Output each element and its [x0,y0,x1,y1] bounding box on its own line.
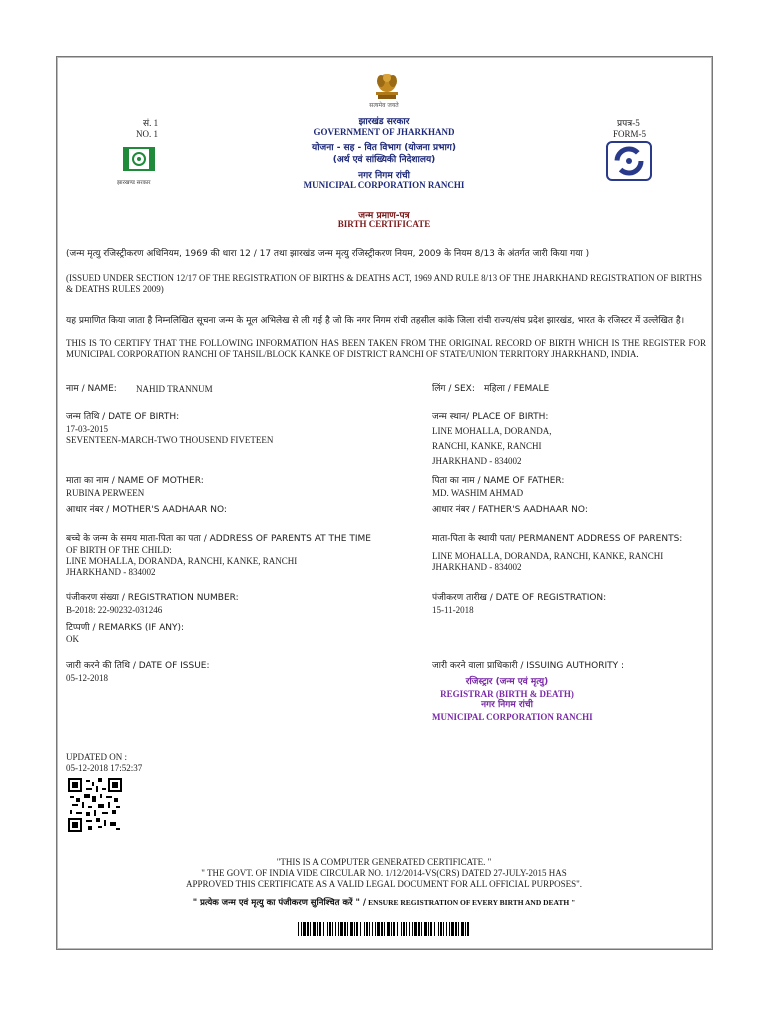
name-value: NAHID TRANNUM [136,384,213,394]
dob-in-words: SEVENTEEN-MARCH-TWO THOUSEND FIVETEEN [66,435,274,445]
pob-line-3: JHARKHAND - 834002 [432,456,522,466]
remarks-value: OK [66,634,79,644]
registration-number-label: पंजीकरण संख्या / REGISTRATION NUMBER: [66,593,239,603]
certificate-title-en: BIRTH CERTIFICATE [337,219,431,229]
department-hi-1: योजना - सह - वित विभाग (योजना प्रभाग) [312,143,456,153]
dob-label: जन्म तिथि / DATE OF BIRTH: [66,412,180,422]
remarks-label: टिप्पणी / REMARKS (IF ANY): [66,623,185,633]
serial-number-hi: सं. 1 [143,118,159,128]
slogan-hi: " प्रत्येक जन्म एवं मृत्यु का पंजीकरण सुनिश्चित करें " / [192,898,366,908]
birth-address-line-2: JHARKHAND - 834002 [66,567,156,577]
certificate-border [56,56,713,950]
pob-line-2: RANCHI, KANKE, RANCHI [432,441,542,451]
birth-address-line-1: LINE MOHALLA, DORANDA, RANCHI, KANKE, RANCHI [66,556,298,566]
sex-value: महिला / FEMALE [484,384,550,394]
pob-label: जन्म स्थान/ PLACE OF BIRTH: [432,412,549,422]
issued-under-hi: (जन्म मृत्यु रजिस्ट्रीकरण अधिनियम, 1969 की धारा 12 / 17 तथा झारखंड जन्म मृत्यु रजिस्ट्रीकरण नियम, 2009 के नियम 8/13 के अंतर्गत जारी किया गया ) [66,249,590,259]
department-hi-2: (अर्थ एवं सांख्यिकी निदेशालय) [332,155,436,165]
issue-date-value: 05-12-2018 [66,673,108,683]
emblem-caption: सत्यमेव जयते [369,102,399,109]
birth-address-label-1: बच्चे के जन्म के समय माता-पिता का पता / ADDRESS OF PARENTS AT THE TIME [66,534,371,544]
name-label: नाम / NAME: [66,384,117,394]
registrar-corp-en: MUNICIPAL CORPORATION RANCHI [432,712,593,722]
circular-note-1: " THE GOVT. OF INDIA VIDE CIRCULAR NO. 1/12/2014-VS(CRS) DATED 27-JULY-2015 HAS [201,868,567,878]
corporation-en: MUNICIPAL CORPORATION RANCHI [303,180,465,190]
father-name-value: MD. WASHIM AHMAD [432,488,524,498]
father-name-label: पिता का नाम / NAME OF FATHER: [432,476,565,486]
form-number-en: FORM-5 [613,129,647,139]
qr-code-icon[interactable] [68,778,122,832]
updated-on-value: 05-12-2018 17:52:37 [66,763,143,773]
permanent-address-label: माता-पिता के स्थायी पता/ PERMANENT ADDRESS OF PARENTS: [432,534,683,544]
barcode-icon [298,922,470,936]
slogan [0,897,768,909]
registration-date-value: 15-11-2018 [432,605,474,615]
issue-date-label: जारी करने की तिथि / DATE OF ISSUE: [66,661,210,671]
registrar-title-en: REGISTRAR (BIRTH & DEATH) [440,689,574,699]
state-name-hi: झारखंड सरकार [358,117,410,127]
registration-date-label: पंजीकरण तारीख / DATE OF REGISTRATION: [432,593,607,603]
circular-note-2: APPROVED THIS CERTIFICATE AS A VALID LEGAL DOCUMENT FOR ALL OFFICIAL PURPOSES". [185,879,583,889]
mother-name-label: माता का नाम / NAME OF MOTHER: [66,476,204,486]
corporation-hi: नगर निगम रांची [358,171,410,181]
permanent-address-line-1: LINE MOHALLA, DORANDA, RANCHI, KANKE, RANCHI [432,551,664,561]
updated-on-label: UPDATED ON : [66,752,128,762]
slogan-en: ENSURE REGISTRATION OF EVERY BIRTH AND DEATH " [368,898,576,907]
state-name-en: GOVERNMENT OF JHARKHAND [313,127,455,137]
certify-statement-hi: यह प्रमाणित किया जाता है निम्नलिखित सूचना जन्म के मूल अभिलेख से ली गई है जो कि नगर निगम रांची तहसील कांके जिला रांची राज्य/संघ प्रदेश झारखंड, भारत के रजिस्टर में उल्लेखित है। [66,316,685,326]
national-emblem-icon [372,70,402,104]
father-aadhaar-label: आधार नंबर / FATHER'S AADHAAR NO: [432,505,588,515]
jharkhand-logo-icon [122,146,156,180]
logo-caption: झारखण्ड सरकार [117,180,151,186]
sex-label: लिंग / SEX: [432,384,475,394]
certificate-title-hi: जन्म प्रमाण-पत्र [358,211,410,221]
issuing-authority-label: जारी करने वाला प्राधिकारी / ISSUING AUTHORITY : [432,661,625,671]
issued-under-en: (ISSUED UNDER SECTION 12/17 OF THE REGISTRATION OF BIRTHS & DEATHS ACT, 1969 AND RULE 8/13 OF THE JHARKHAND REGISTRATION OF BIRTHS & DEATHS RULES 2009) [66,273,702,294]
registrar-corp-hi: नगर निगम रांची [481,700,533,710]
registrar-title-hi: रजिस्ट्रार (जन्म एवं मृत्यु) [465,677,549,687]
certify-statement-en: THIS IS TO CERTIFY THAT THE FOLLOWING INFORMATION HAS BEEN TAKEN FROM THE ORIGINAL RECORD OF BIRTH WHICH IS THE REGISTER FOR MUNICIPAL CORPORATION RANCHI OF TAHSIL/BLOCK KANKE OF DISTRICT RANCHI OF STATE/UNION TERRITORY JHARKHAND, INDIA. [66,338,706,359]
serial-number-en: NO. 1 [136,129,158,139]
computer-generated-note: "THIS IS A COMPUTER GENERATED CERTIFICATE. " [276,857,492,867]
form-number-hi: प्रपत्र-5 [617,118,640,128]
crs-logo-icon [606,141,652,181]
mother-name-value: RUBINA PERWEEN [66,488,145,498]
registration-number-value: B-2018: 22-90232-031246 [66,605,163,615]
dob-value: 17-03-2015 [66,424,108,434]
pob-line-1: LINE MOHALLA, DORANDA, [432,426,552,436]
birth-address-label-2: OF BIRTH OF THE CHILD: [66,545,172,555]
permanent-address-line-2: JHARKHAND - 834002 [432,562,522,572]
mother-aadhaar-label: आधार नंबर / MOTHER'S AADHAAR NO: [66,505,227,515]
